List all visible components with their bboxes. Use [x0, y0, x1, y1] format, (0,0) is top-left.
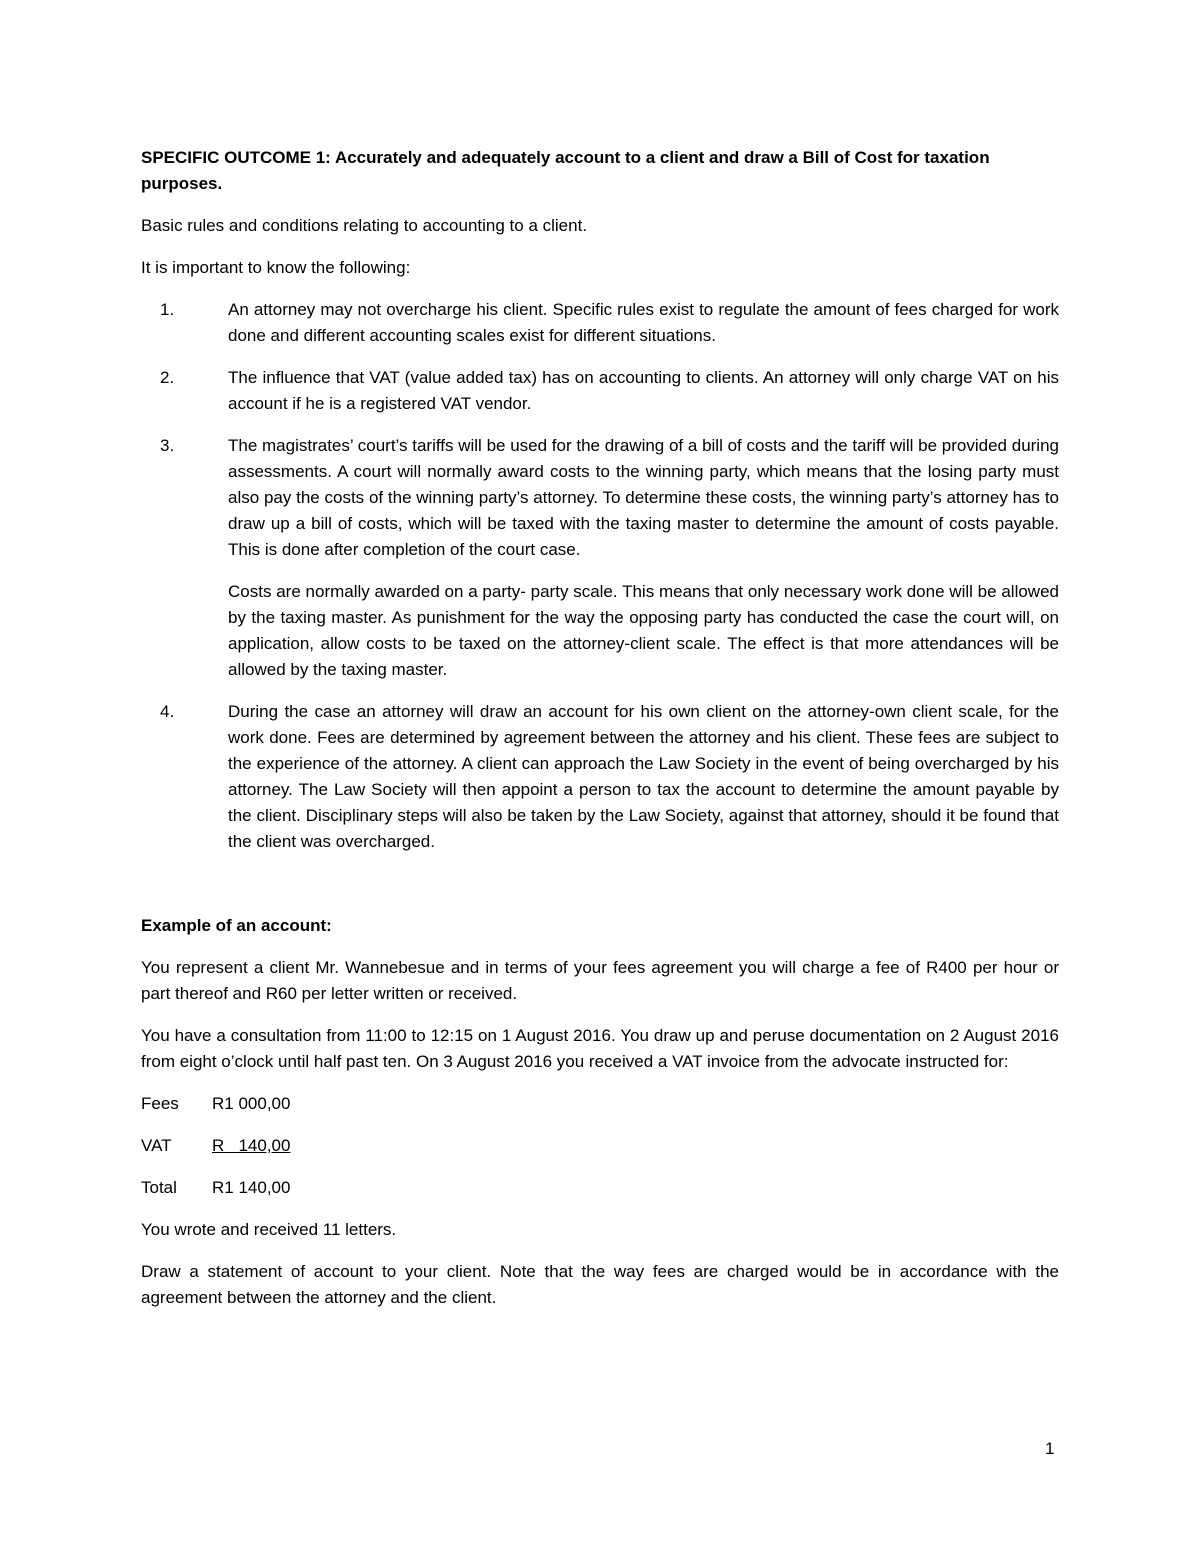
- invoice-fees-row: [141, 1091, 1059, 1117]
- list-item: [141, 297, 1059, 349]
- invoice-value: R1 140,00: [212, 1178, 291, 1197]
- invoice-value: R 140,00: [212, 1136, 291, 1155]
- document-body: [141, 145, 1059, 1327]
- invoice-value: R1 000,00: [212, 1094, 291, 1113]
- invoice-vat-row: [141, 1133, 1059, 1159]
- list-number: 2.: [160, 368, 175, 387]
- example-heading: Example of an account:: [141, 916, 332, 935]
- intro-paragraph: It is important to know the following:: [141, 258, 411, 277]
- list-paragraph: The magistrates’ court’s tariffs will be used for the drawing of a bill of costs and the tariff will be provided during assessments. A court will normally award costs to the winning party, which means that the losing party must also pay the costs of the winning party’s attorney. To determine these costs, the winning party’s attorney has to draw up a bill of costs, which will be taxed with the taxing master to determine the amount of costs payable. This is done after completion of the court case.: [228, 436, 1059, 559]
- page-number: 1: [1045, 1439, 1055, 1458]
- list-paragraph: During the case an attorney will draw an account for his own client on the attorney-own client scale, for the work done. Fees are determined by agreement between the attorney and his client. These fees are subject to the experience of the attorney. A client can approach the Law Society in the event of being overcharged by his attorney. The Law Society will then appoint a person to tax the account to determine the amount payable by the client. Disciplinary steps will also be taken by the Law Society, against that attorney, should it be found that the client was overcharged.: [228, 702, 1059, 851]
- invoice-total-row: [141, 1175, 1059, 1201]
- example-paragraph: You have a consultation from 11:00 to 12:15 on 1 August 2016. You draw up and peruse documentation on 2 August 2016 from eight o’clock until half past ten. On 3 August 2016 you received a VAT invoice from the advocate instructed for:: [141, 1026, 1059, 1071]
- letters-note: You wrote and received 11 letters.: [141, 1220, 397, 1239]
- list-number: 3.: [160, 436, 175, 455]
- list-item: [141, 365, 1059, 417]
- list-number: 4.: [160, 702, 175, 721]
- invoice-label: Total: [141, 1178, 177, 1197]
- list-paragraph: An attorney may not overcharge his client. Specific rules exist to regulate the amount of fees charged for work done and different accounting scales exist for different situations.: [228, 300, 1059, 345]
- rules-list: [141, 297, 1059, 855]
- list-paragraph: Costs are normally awarded on a party- party scale. This means that only necessary work done will be allowed by the taxing master. As punishment for the way the opposing party has conducted the case the court will, on application, allow costs to be taxed on the attorney-client scale. The effect is that more attendances will be allowed by the taxing master.: [228, 582, 1059, 679]
- section-heading: SPECIFIC OUTCOME 1: Accurately and adequately account to a client and draw a Bill of Cost for taxation purposes.: [141, 148, 990, 193]
- instruction-paragraph: Draw a statement of account to your client. Note that the way fees are charged would be in accordance with the agreement between the attorney and the client.: [141, 1262, 1059, 1307]
- invoice-label: VAT: [141, 1136, 172, 1155]
- list-item: [141, 433, 1059, 683]
- invoice-label: Fees: [141, 1094, 179, 1113]
- list-number: 1.: [160, 300, 175, 319]
- list-item: [141, 699, 1059, 855]
- intro-paragraph: Basic rules and conditions relating to accounting to a client.: [141, 216, 588, 235]
- example-paragraph: You represent a client Mr. Wannebesue and in terms of your fees agreement you will charge a fee of R400 per hour or part thereof and R60 per letter written or received.: [141, 958, 1059, 1003]
- list-paragraph: The influence that VAT (value added tax) has on accounting to clients. An attorney will only charge VAT on his account if he is a registered VAT vendor.: [228, 368, 1059, 413]
